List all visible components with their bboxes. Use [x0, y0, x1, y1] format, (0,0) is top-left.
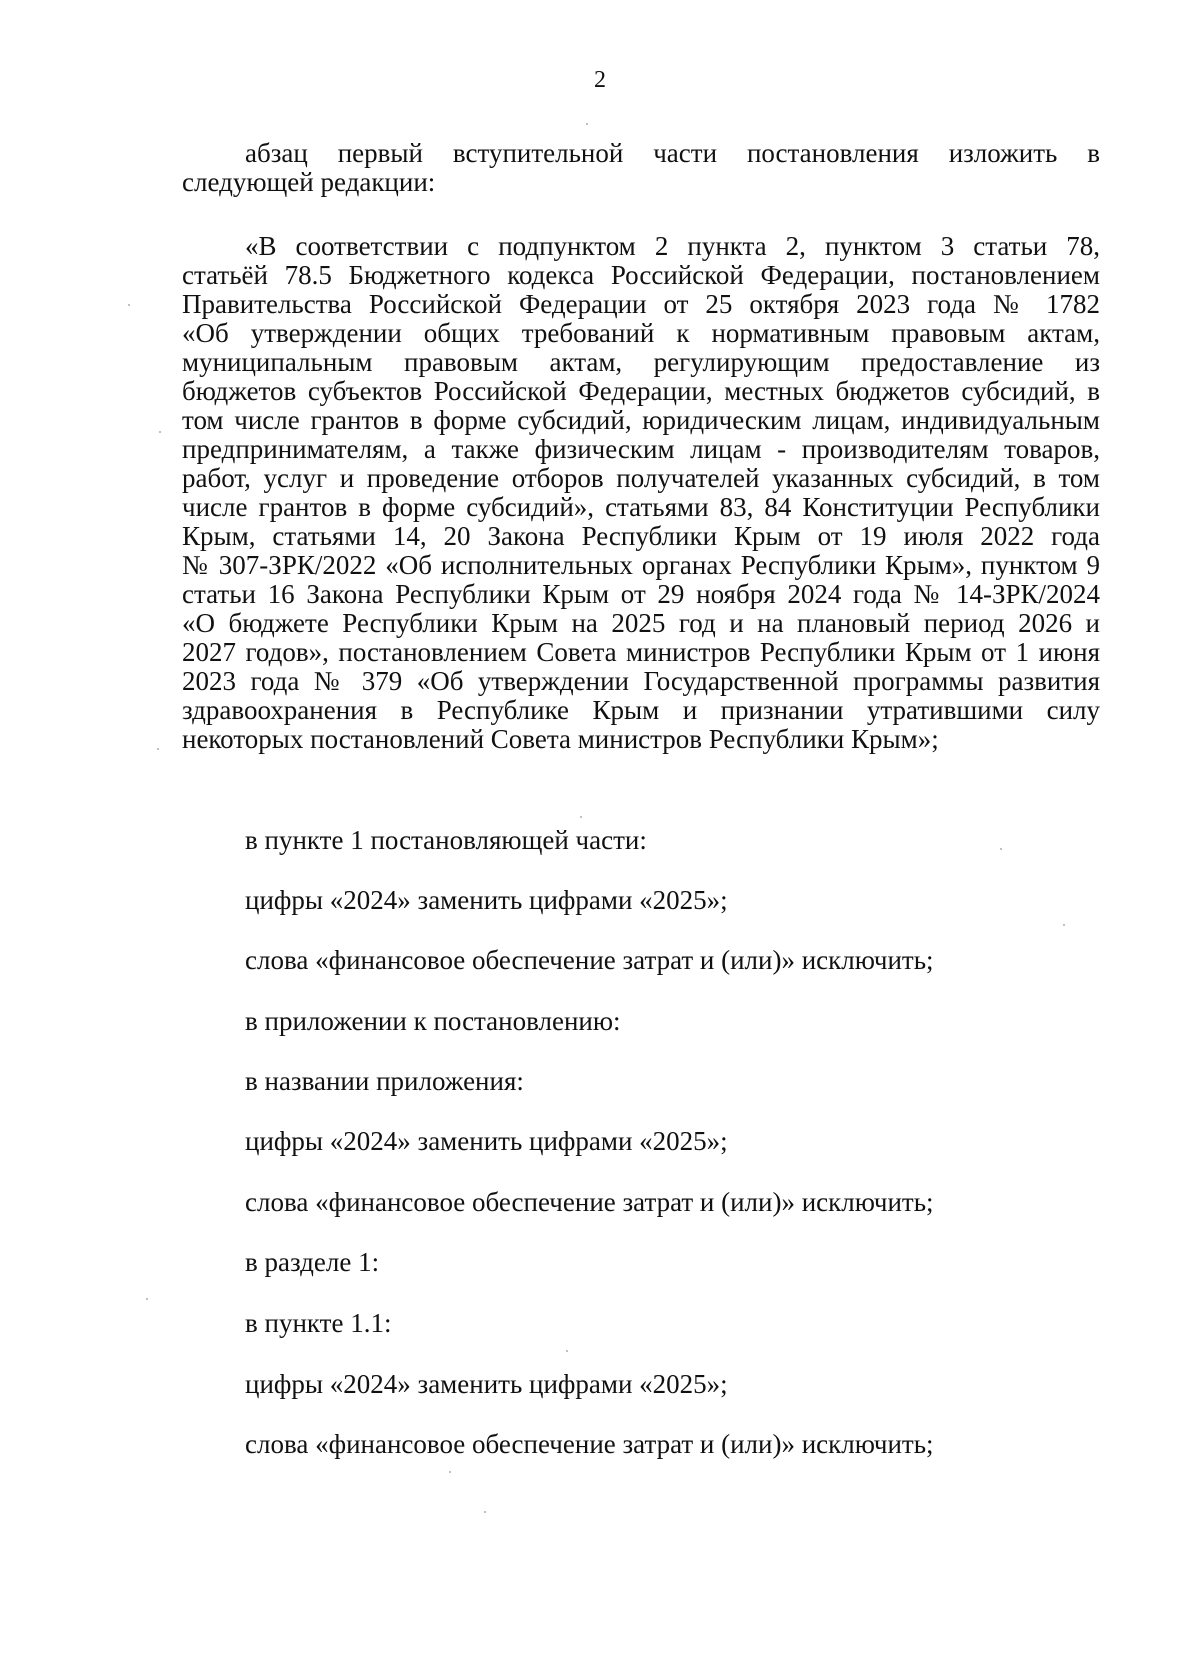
- amendment-item: в пункте 1.1:: [245, 1308, 392, 1338]
- quote-line: числе грантов в форме субсидий», статьями 83, 84 Конституции Республики: [182, 492, 1100, 522]
- amendment-item: в названии приложения:: [245, 1066, 524, 1096]
- intro-paragraph: [182, 139, 1100, 197]
- amendment-item: слова «финансовое обеспечение затрат и (или)» исключить;: [245, 945, 934, 975]
- scan-speck: [580, 816, 582, 818]
- quote-line: бюджетов субъектов Российской Федерации, местных бюджетов субсидий, в: [182, 376, 1100, 406]
- scan-speck: [157, 748, 159, 750]
- intro-line: абзац первый вступительной части постановления изложить в: [245, 138, 1100, 168]
- amendment-item: цифры «2024» заменить цифрами «2025»;: [245, 885, 728, 915]
- scan-speck: [566, 1350, 568, 1352]
- amendment-item: в разделе 1:: [245, 1247, 380, 1277]
- quote-line: том числе грантов в форме субсидий, юридическим лицам, индивидуальным: [182, 405, 1100, 435]
- quote-line: Правительства Российской Федерации от 25 октября 2023 года № 1782: [182, 289, 1100, 319]
- scan-speck: [1000, 848, 1002, 850]
- page-number: 2: [594, 67, 606, 93]
- quote-line: муниципальным правовым актам, регулирующим предоставление из: [182, 347, 1100, 377]
- scan-speck: [159, 431, 161, 433]
- scan-speck: [146, 1298, 148, 1300]
- quote-line: «В соответствии с подпунктом 2 пункта 2, пунктом 3 статьи 78,: [245, 231, 1100, 261]
- scan-speck: [1063, 924, 1065, 926]
- quote-line: «Об утверждении общих требований к нормативным правовым актам,: [182, 318, 1100, 348]
- scan-speck: [484, 1511, 486, 1513]
- quote-line: здравоохранения в Республике Крым и признании утратившими силу: [182, 695, 1100, 725]
- amendment-item: цифры «2024» заменить цифрами «2025»;: [245, 1126, 728, 1156]
- intro-line: следующей редакции:: [182, 167, 436, 197]
- scan-speck: [449, 1471, 451, 1473]
- quote-line: 2023 года № 379 «Об утверждении Государственной программы развития: [182, 666, 1100, 696]
- quoted-paragraph: [182, 232, 1100, 754]
- quote-line: некоторых постановлений Совета министров Республики Крым»;: [182, 724, 939, 754]
- amendment-item: в пункте 1 постановляющей части:: [245, 825, 647, 855]
- quote-line: № 307-ЗРК/2022 «Об исполнительных органах Республики Крым», пунктом 9: [182, 550, 1100, 580]
- amendment-item: в приложении к постановлению:: [245, 1006, 621, 1036]
- quote-line: 2027 годов», постановлением Совета министров Республики Крым от 1 июня: [182, 637, 1100, 667]
- amendment-item: слова «финансовое обеспечение затрат и (или)» исключить;: [245, 1187, 934, 1217]
- quote-line: работ, услуг и проведение отборов получателей указанных субсидий, в том: [182, 463, 1100, 493]
- amendment-item: цифры «2024» заменить цифрами «2025»;: [245, 1369, 728, 1399]
- quote-line: «О бюджете Республики Крым на 2025 год и на плановый период 2026 и: [182, 608, 1100, 638]
- quote-line: статьёй 78.5 Бюджетного кодекса Российской Федерации, постановлением: [182, 260, 1100, 290]
- quote-line: предпринимателям, а также физическим лицам - производителям товаров,: [182, 434, 1100, 464]
- amendment-item: слова «финансовое обеспечение затрат и (или)» исключить;: [245, 1429, 934, 1459]
- scan-speck: [128, 304, 130, 306]
- quote-line: Крым, статьями 14, 20 Закона Республики Крым от 19 июля 2022 года: [182, 521, 1100, 551]
- quote-line: статьи 16 Закона Республики Крым от 29 ноября 2024 года № 14-ЗРК/2024: [182, 579, 1100, 609]
- scan-speck: [586, 123, 588, 125]
